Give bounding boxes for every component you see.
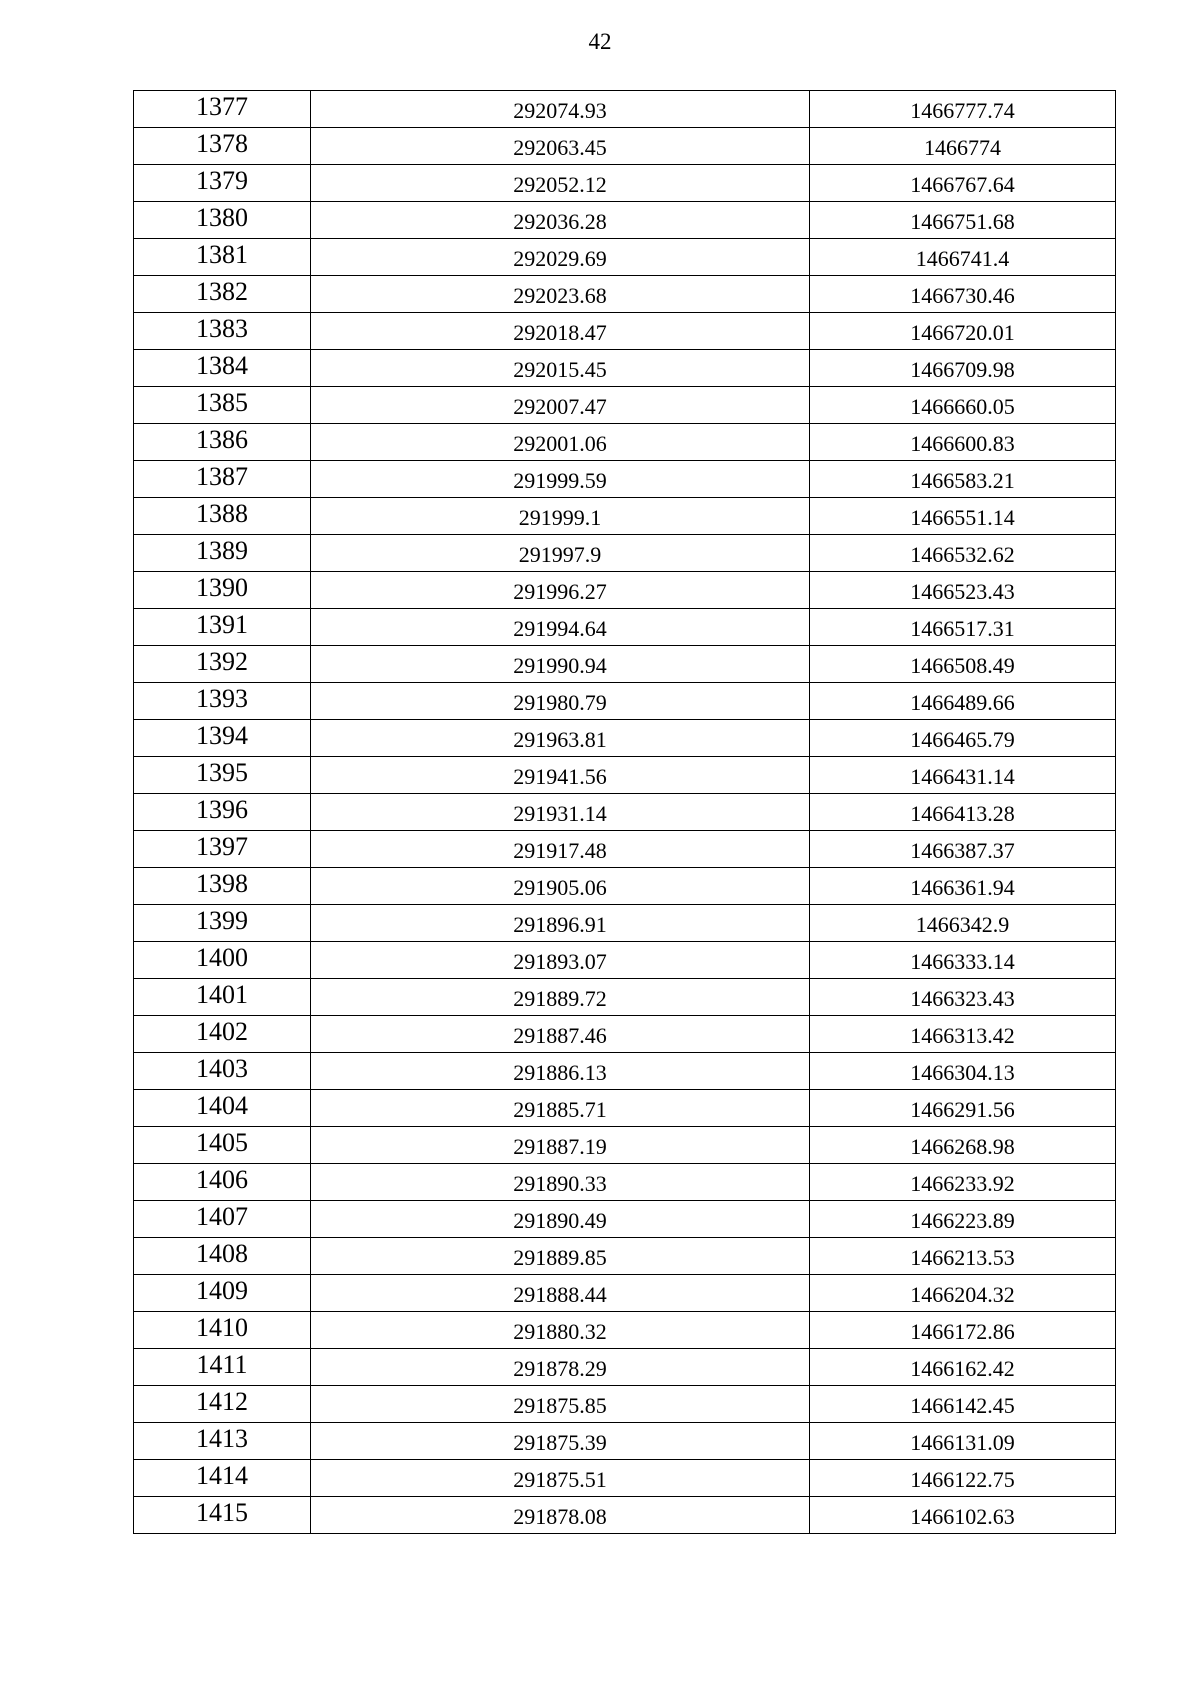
y-coordinate-cell: 1466508.49	[810, 646, 1116, 683]
y-coordinate-cell: 1466551.14	[810, 498, 1116, 535]
point-number-cell: 1409	[134, 1275, 311, 1312]
point-number-cell: 1379	[134, 165, 311, 202]
x-coordinate-cell: 291889.72	[311, 979, 810, 1016]
table-row	[134, 720, 1116, 757]
x-coordinate-cell: 291994.64	[311, 609, 810, 646]
y-coordinate-cell: 1466387.37	[810, 831, 1116, 868]
y-coordinate-cell: 1466709.98	[810, 350, 1116, 387]
table-row	[134, 350, 1116, 387]
y-coordinate-cell: 1466233.92	[810, 1164, 1116, 1201]
point-number-cell: 1384	[134, 350, 311, 387]
table-row	[134, 1201, 1116, 1238]
table-row	[134, 1164, 1116, 1201]
table-row	[134, 683, 1116, 720]
x-coordinate-cell: 292001.06	[311, 424, 810, 461]
x-coordinate-cell: 292007.47	[311, 387, 810, 424]
table-row	[134, 831, 1116, 868]
y-coordinate-cell: 1466323.43	[810, 979, 1116, 1016]
table-row	[134, 128, 1116, 165]
y-coordinate-cell: 1466313.42	[810, 1016, 1116, 1053]
x-coordinate-cell: 292029.69	[311, 239, 810, 276]
point-number-cell: 1393	[134, 683, 311, 720]
x-coordinate-cell: 291887.46	[311, 1016, 810, 1053]
y-coordinate-cell: 1466291.56	[810, 1090, 1116, 1127]
x-coordinate-cell: 291996.27	[311, 572, 810, 609]
x-coordinate-cell: 291905.06	[311, 868, 810, 905]
point-number-cell: 1398	[134, 868, 311, 905]
point-number-cell: 1390	[134, 572, 311, 609]
table-row	[134, 942, 1116, 979]
point-number-cell: 1377	[134, 91, 311, 128]
table-row	[134, 276, 1116, 313]
y-coordinate-cell: 1466741.4	[810, 239, 1116, 276]
x-coordinate-cell: 291880.32	[311, 1312, 810, 1349]
table-row	[134, 1275, 1116, 1312]
y-coordinate-cell: 1466523.43	[810, 572, 1116, 609]
table-row	[134, 535, 1116, 572]
table-row	[134, 387, 1116, 424]
table-row	[134, 1497, 1116, 1534]
y-coordinate-cell: 1466532.62	[810, 535, 1116, 572]
y-coordinate-cell: 1466600.83	[810, 424, 1116, 461]
point-number-cell: 1396	[134, 794, 311, 831]
table-row	[134, 91, 1116, 128]
table-row	[134, 979, 1116, 1016]
y-coordinate-cell: 1466751.68	[810, 202, 1116, 239]
point-number-cell: 1411	[134, 1349, 311, 1386]
point-number-cell: 1400	[134, 942, 311, 979]
table-row	[134, 757, 1116, 794]
point-number-cell: 1401	[134, 979, 311, 1016]
point-number-cell: 1382	[134, 276, 311, 313]
coordinates-table-body	[134, 91, 1116, 1534]
y-coordinate-cell: 1466102.63	[810, 1497, 1116, 1534]
table-row	[134, 239, 1116, 276]
y-coordinate-cell: 1466720.01	[810, 313, 1116, 350]
table-row	[134, 572, 1116, 609]
point-number-cell: 1404	[134, 1090, 311, 1127]
x-coordinate-cell: 291999.1	[311, 498, 810, 535]
point-number-cell: 1381	[134, 239, 311, 276]
table-row	[134, 609, 1116, 646]
x-coordinate-cell: 291886.13	[311, 1053, 810, 1090]
point-number-cell: 1394	[134, 720, 311, 757]
y-coordinate-cell: 1466223.89	[810, 1201, 1116, 1238]
table-row	[134, 905, 1116, 942]
x-coordinate-cell: 291890.49	[311, 1201, 810, 1238]
page-number: 42	[588, 29, 612, 54]
y-coordinate-cell: 1466489.66	[810, 683, 1116, 720]
x-coordinate-cell: 291997.9	[311, 535, 810, 572]
x-coordinate-cell: 291875.39	[311, 1423, 810, 1460]
point-number-cell: 1389	[134, 535, 311, 572]
y-coordinate-cell: 1466172.86	[810, 1312, 1116, 1349]
point-number-cell: 1380	[134, 202, 311, 239]
point-number-cell: 1385	[134, 387, 311, 424]
y-coordinate-cell: 1466131.09	[810, 1423, 1116, 1460]
x-coordinate-cell: 291999.59	[311, 461, 810, 498]
point-number-cell: 1378	[134, 128, 311, 165]
point-number-cell: 1408	[134, 1238, 311, 1275]
y-coordinate-cell: 1466204.32	[810, 1275, 1116, 1312]
x-coordinate-cell: 291980.79	[311, 683, 810, 720]
x-coordinate-cell: 291896.91	[311, 905, 810, 942]
table-row	[134, 461, 1116, 498]
y-coordinate-cell: 1466122.75	[810, 1460, 1116, 1497]
table-row	[134, 1090, 1116, 1127]
table-row	[134, 1053, 1116, 1090]
x-coordinate-cell: 291875.85	[311, 1386, 810, 1423]
x-coordinate-cell: 291963.81	[311, 720, 810, 757]
table-row	[134, 646, 1116, 683]
y-coordinate-cell: 1466730.46	[810, 276, 1116, 313]
table-row	[134, 1238, 1116, 1275]
y-coordinate-cell: 1466162.42	[810, 1349, 1116, 1386]
table-row	[134, 498, 1116, 535]
table-row	[134, 1460, 1116, 1497]
x-coordinate-cell: 291878.08	[311, 1497, 810, 1534]
x-coordinate-cell: 292015.45	[311, 350, 810, 387]
table-row	[134, 1386, 1116, 1423]
point-number-cell: 1406	[134, 1164, 311, 1201]
x-coordinate-cell: 291890.33	[311, 1164, 810, 1201]
y-coordinate-cell: 1466583.21	[810, 461, 1116, 498]
point-number-cell: 1388	[134, 498, 311, 535]
table-row	[134, 313, 1116, 350]
point-number-cell: 1402	[134, 1016, 311, 1053]
x-coordinate-cell: 292074.93	[311, 91, 810, 128]
x-coordinate-cell: 292023.68	[311, 276, 810, 313]
y-coordinate-cell: 1466213.53	[810, 1238, 1116, 1275]
table-row	[134, 1423, 1116, 1460]
y-coordinate-cell: 1466361.94	[810, 868, 1116, 905]
x-coordinate-cell: 291889.85	[311, 1238, 810, 1275]
y-coordinate-cell: 1466767.64	[810, 165, 1116, 202]
point-number-cell: 1392	[134, 646, 311, 683]
y-coordinate-cell: 1466268.98	[810, 1127, 1116, 1164]
x-coordinate-cell: 292052.12	[311, 165, 810, 202]
point-number-cell: 1395	[134, 757, 311, 794]
x-coordinate-cell: 291917.48	[311, 831, 810, 868]
x-coordinate-cell: 291878.29	[311, 1349, 810, 1386]
x-coordinate-cell: 292063.45	[311, 128, 810, 165]
y-coordinate-cell: 1466774	[810, 128, 1116, 165]
table-row	[134, 202, 1116, 239]
point-number-cell: 1405	[134, 1127, 311, 1164]
x-coordinate-cell: 291888.44	[311, 1275, 810, 1312]
point-number-cell: 1386	[134, 424, 311, 461]
x-coordinate-cell: 292036.28	[311, 202, 810, 239]
table-row	[134, 794, 1116, 831]
point-number-cell: 1413	[134, 1423, 311, 1460]
y-coordinate-cell: 1466304.13	[810, 1053, 1116, 1090]
point-number-cell: 1397	[134, 831, 311, 868]
table-row	[134, 1016, 1116, 1053]
point-number-cell: 1412	[134, 1386, 311, 1423]
point-number-cell: 1410	[134, 1312, 311, 1349]
y-coordinate-cell: 1466342.9	[810, 905, 1116, 942]
table-row	[134, 1349, 1116, 1386]
x-coordinate-cell: 291885.71	[311, 1090, 810, 1127]
y-coordinate-cell: 1466431.14	[810, 757, 1116, 794]
table-row	[134, 1312, 1116, 1349]
y-coordinate-cell: 1466465.79	[810, 720, 1116, 757]
point-number-cell: 1415	[134, 1497, 311, 1534]
point-number-cell: 1414	[134, 1460, 311, 1497]
point-number-cell: 1403	[134, 1053, 311, 1090]
x-coordinate-cell: 292018.47	[311, 313, 810, 350]
x-coordinate-cell: 291931.14	[311, 794, 810, 831]
y-coordinate-cell: 1466777.74	[810, 91, 1116, 128]
table-row	[134, 1127, 1116, 1164]
y-coordinate-cell: 1466413.28	[810, 794, 1116, 831]
point-number-cell: 1399	[134, 905, 311, 942]
y-coordinate-cell: 1466517.31	[810, 609, 1116, 646]
x-coordinate-cell: 291990.94	[311, 646, 810, 683]
coordinates-table	[133, 90, 1116, 1534]
x-coordinate-cell: 291893.07	[311, 942, 810, 979]
point-number-cell: 1391	[134, 609, 311, 646]
table-row	[134, 424, 1116, 461]
x-coordinate-cell: 291941.56	[311, 757, 810, 794]
y-coordinate-cell: 1466333.14	[810, 942, 1116, 979]
point-number-cell: 1383	[134, 313, 311, 350]
y-coordinate-cell: 1466660.05	[810, 387, 1116, 424]
point-number-cell: 1387	[134, 461, 311, 498]
table-row	[134, 165, 1116, 202]
point-number-cell: 1407	[134, 1201, 311, 1238]
x-coordinate-cell: 291887.19	[311, 1127, 810, 1164]
table-row	[134, 868, 1116, 905]
x-coordinate-cell: 291875.51	[311, 1460, 810, 1497]
y-coordinate-cell: 1466142.45	[810, 1386, 1116, 1423]
